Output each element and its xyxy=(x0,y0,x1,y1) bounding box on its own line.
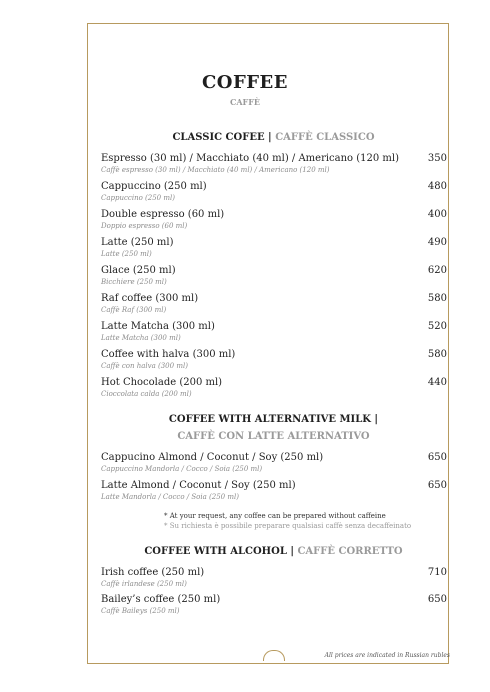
item-name: Latte Matcha (300 ml) xyxy=(101,321,215,332)
frame-notch xyxy=(263,650,285,661)
item-subtitle: Caffè espresso (30 ml) / Macchiato (40 ml) / Americano (120 ml) xyxy=(101,166,330,174)
section-classic-coffee xyxy=(100,129,447,146)
item-name: Cappucino Almond / Coconut / Soy (250 ml) xyxy=(101,452,324,463)
item-price: 440 xyxy=(427,377,447,388)
item-subtitle: Cappuccino Mandorla / Cocco / Soia (250 ml) xyxy=(101,465,263,473)
item-name: Double espresso (60 ml) xyxy=(101,209,225,220)
caffeine-note-italian: * Su richiesta è possibile preparare qualsiasi caffè senza decaffeinato xyxy=(164,522,412,530)
item-price: 490 xyxy=(427,237,447,248)
menu-item xyxy=(101,480,447,502)
item-subtitle: Doppio espresso (60 ml) xyxy=(101,222,188,230)
section-coffee-with-alcohol xyxy=(100,543,447,560)
page-subtitle: CAFFÈ xyxy=(229,97,261,107)
item-subtitle: Bicchiere (250 ml) xyxy=(101,278,167,286)
item-name: Latte (250 ml) xyxy=(101,237,174,248)
caffeine-note: * At your request, any coffee can be prepared without caffeine xyxy=(164,512,386,520)
item-price: 580 xyxy=(427,293,447,304)
item-price: 650 xyxy=(427,480,447,491)
menu-item xyxy=(101,181,447,203)
menu-item xyxy=(101,349,447,371)
price-currency-note: All prices are indicated in Russian rubles xyxy=(324,652,450,659)
item-price: 480 xyxy=(427,181,447,192)
item-subtitle: Latte Mandorla / Cocco / Soia (250 ml) xyxy=(101,493,239,501)
item-subtitle: Cappuccino (250 ml) xyxy=(101,194,175,202)
menu-item xyxy=(101,293,447,315)
section-title-italian: CAFFÈ CORRETTO xyxy=(297,546,403,557)
item-name: Glace (250 ml) xyxy=(101,265,176,276)
item-subtitle: Caffè Baileys (250 ml) xyxy=(101,607,180,615)
item-name: Cappuccino (250 ml) xyxy=(101,181,207,192)
item-subtitle: Latte Matcha (300 ml) xyxy=(101,334,181,342)
section-alternative-milk xyxy=(100,411,447,445)
section-title: COFFEE WITH ALCOHOL | xyxy=(144,546,298,557)
item-price: 580 xyxy=(427,349,447,360)
item-name: Raf coffee (300 ml) xyxy=(101,293,199,304)
item-name: Coffee with halva (300 ml) xyxy=(101,349,236,360)
section-title-italian: CAFFÈ CON LATTE ALTERNATIVO xyxy=(177,431,370,442)
item-subtitle: Cioccolata calda (200 ml) xyxy=(101,390,192,398)
section-title: CLASSIC COFEE | xyxy=(172,132,276,143)
item-name: Hot Chocolade (200 ml) xyxy=(101,377,223,388)
menu-item xyxy=(101,452,447,474)
item-price: 710 xyxy=(427,567,447,578)
item-price: 350 xyxy=(427,153,447,164)
menu-item xyxy=(101,377,447,399)
item-name: Latte Almond / Coconut / Soy (250 ml) xyxy=(101,480,296,491)
item-subtitle: Caffè Raf (300 ml) xyxy=(101,306,167,314)
item-price: 620 xyxy=(427,265,447,276)
item-price: 520 xyxy=(427,321,447,332)
item-name: Irish coffee (250 ml) xyxy=(101,567,205,578)
menu-item xyxy=(101,567,447,589)
item-name: Espresso (30 ml) / Macchiato (40 ml) / Americano (120 ml) xyxy=(101,153,399,164)
menu-item xyxy=(101,594,447,616)
item-name: Bailey’s coffee (250 ml) xyxy=(101,594,221,605)
item-subtitle: Caffè irlandese (250 ml) xyxy=(101,580,187,588)
menu-item xyxy=(101,265,447,287)
item-price: 650 xyxy=(427,452,447,463)
item-price: 650 xyxy=(427,594,447,605)
menu-item xyxy=(101,237,447,259)
menu-item xyxy=(101,321,447,343)
menu-item xyxy=(101,209,447,231)
section-title-italian: CAFFÈ CLASSICO xyxy=(275,132,375,143)
menu-item xyxy=(101,153,447,175)
section-title: COFFEE WITH ALTERNATIVE MILK | xyxy=(168,414,379,425)
item-price: 400 xyxy=(427,209,447,220)
item-subtitle: Latte (250 ml) xyxy=(101,250,152,258)
page-title: COFFEE xyxy=(201,72,288,93)
item-subtitle: Caffè con halva (300 ml) xyxy=(101,362,188,370)
